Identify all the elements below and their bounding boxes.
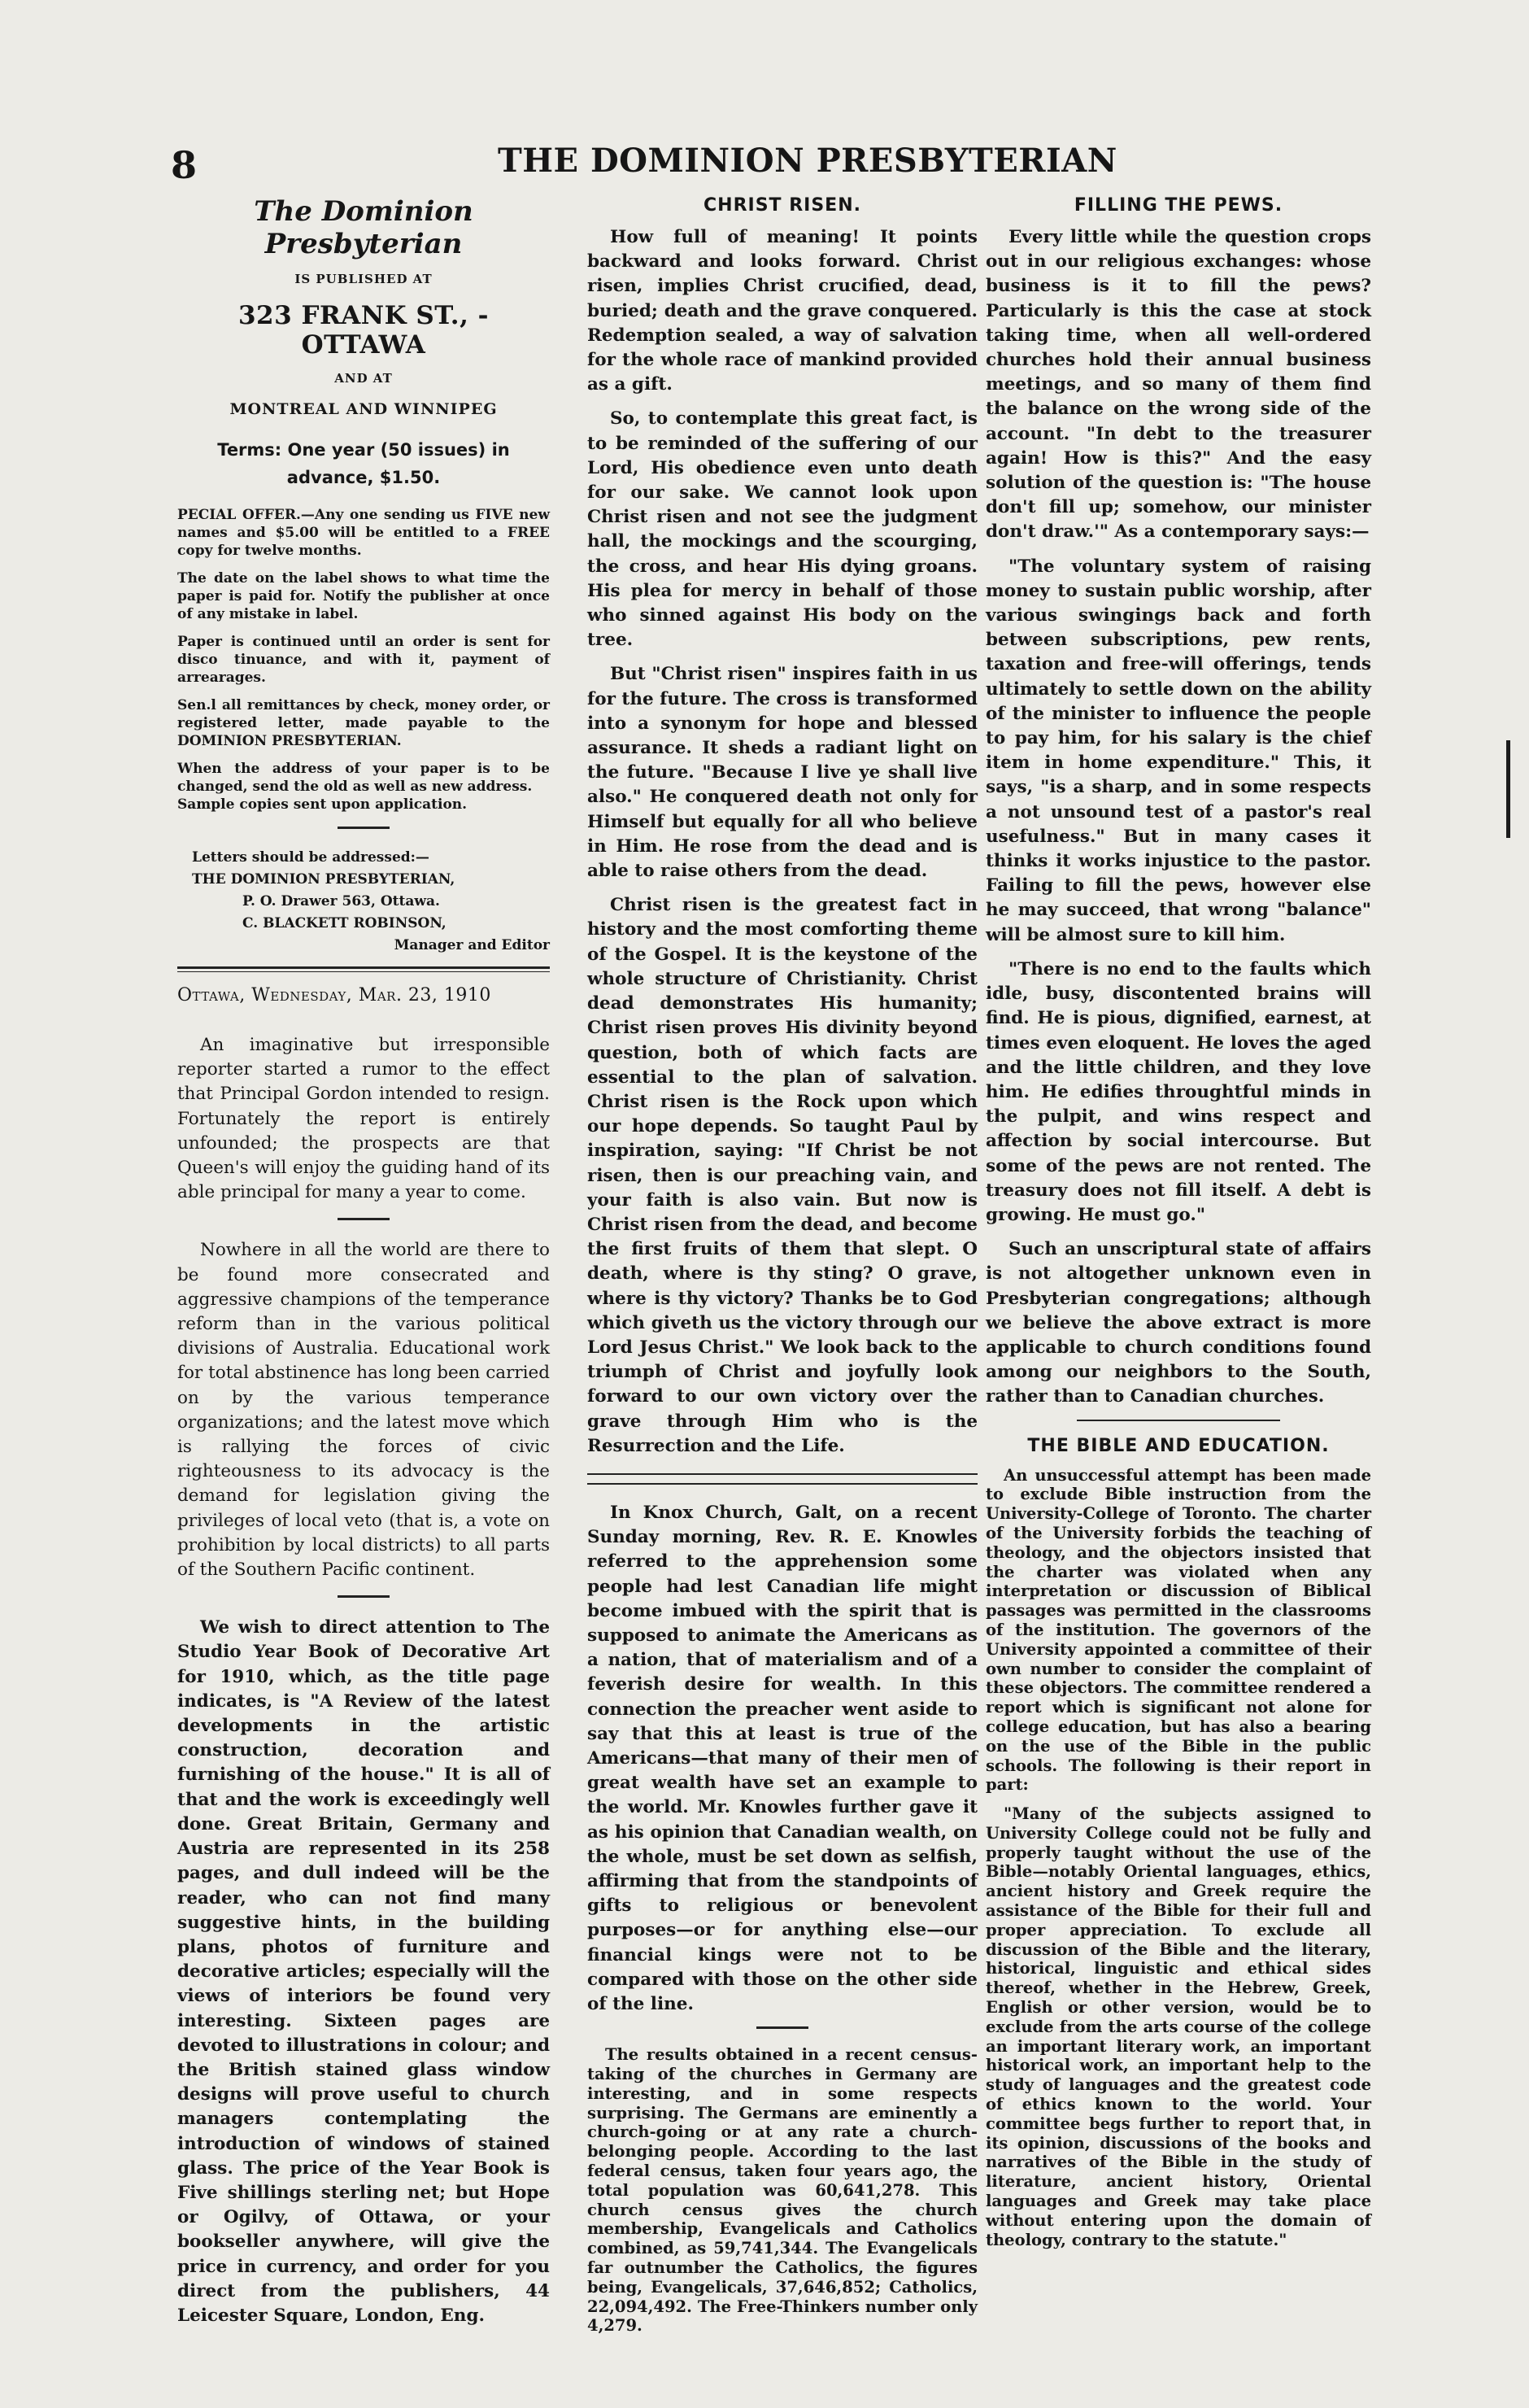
article-paragraph: Every little while the question crops out in our religious exchanges: whose business is it to fill the pews? Particularly is this the case at stock taking time, when all well-ordered churches hold their annual business meetings, and so many of them find the balance on the wrong side of the account. "In debt to the treasurer again! How is this?" And the easy solution of the question is: "The house don't fill up; somehow, our minister don't draw.'" As a contemporary says:—	[986, 227, 1371, 543]
article-paragraph: An imaginative but irresponsible reporter started a rumor to the effect that Principal Gordon intended to resign. Fortunately the report is entirely unfounded; the prospects are that Queen's will enjoy the guiding hand of its able principal for many a year to come.	[177, 1035, 550, 1203]
article-paragraph: "The voluntary system of raising money to sustain public worship, after various swingings back and forth between subscriptions, pew rents, taxation and free-will offerings, tends ultimately to settle down on the ability of the minister to influence the people to pay him, for his salary is the chief item in home expenditure." This, it says, "is a sharp, and in some respects a not unsound test of a pastor's real usefulness." But in many cases it thinks it works injustice to the pastor. Failing to fill the pews, however else he may succeed, that wrong "balance" will be almost sure to kill him.	[986, 556, 1371, 945]
article-paragraph: "There is no end to the faults which idle, busy, discontented brains will find. He is pious, dignified, earnest, at times even eloquent. He loves the aged and the little children, and they love him. He edifies throughtful minds in the pulpit, and wins respect and affection by social intercourse. But some of the pews are not rented. The treasury does not fill itself. A debt is growing. He must go."	[986, 958, 1371, 1225]
scan-mark	[1506, 740, 1510, 838]
notice-sample-copies: Sample copies sent upon application.	[177, 796, 468, 813]
masthead-and-at: AND AT	[334, 371, 393, 386]
dateline: Ottawa, Wednesday, Mar. 23, 1910	[177, 985, 491, 1006]
subscription-terms	[177, 436, 550, 491]
article-paragraph: "Many of the subjects assigned to University College could not be fully and properly taught without the use of the Bible—notably Oriental languages, ethics, ancient history and Greek require the assistance of the Bible for their full and proper appreciation. To exclude all discussion of the Bible and the literary, historical, linguistic and ethical sides thereof, whether in the Hebrew, Greek, English or other version, would be to exclude from the arts course of the college an important literary work, an important historical work, an important help to the study of languages and the greatest code of ethics known to the world. Your committee begs further to report that, in its opinion, discussions of the books and narratives of the Bible in the study of literature, ancient history, Oriental languages and Greek may take place without entering upon the domain of theology, contrary to the statute."	[986, 1804, 1371, 2249]
masthead-title: The Dominion Presbyterian	[254, 195, 473, 260]
notice-continuance: Paper is continued until an order is sent for disco tinuance, and with it, payment of arrearages.	[177, 634, 550, 686]
masthead-address: 323 FRANK ST., - OTTAWA	[237, 301, 490, 360]
article-paragraph: Christ risen is the greatest fact in history and the most comforting theme of the Gospel. It is the keystone of the whole structure of Christianity. Christ dead demonstrates His humanity; Christ risen proves His divinity beyond question, both of which facts are essential to the plan of salvation. Christ risen is the Rock upon which our hope depends. So taught Paul by inspiration, saying: "If Christ be not risen, then is our preaching vain, and your faith is also vain. But now is Christ risen from the dead, and become the first fruits of them that slept. O death, where is thy sting? O grave, where is thy victory? Thanks be to God which giveth us the victory through our Lord Jesus Christ." We look back to the triumph of Christ and joyfully look forward to our own victory over the grave through Him who is the Resurrection and the Life.	[587, 895, 978, 1456]
article-paragraph: But "Christ risen" inspires faith in us for the future. The cross is transformed into a synonym for hope and blessed assurance. It sheds a radiant light on the future. "Because I live ye shall live also." He conquered death not only for Himself but equally for all who believe in Him. He rose from the dead and is able to raise others from the dead.	[587, 664, 978, 882]
column-1	[177, 195, 550, 2338]
divider	[756, 2026, 808, 2029]
divider	[1077, 1420, 1280, 1421]
bible-and-education-heading: THE BIBLE AND EDUCATION.	[1027, 1435, 1330, 1456]
po-box: P. O. Drawer 563, Ottawa.	[242, 893, 440, 910]
letters-address-block	[177, 847, 550, 957]
divider	[338, 1595, 390, 1598]
column-3	[986, 195, 1371, 2259]
terms-line-2: advance, $1.50.	[286, 468, 441, 487]
article-paragraph: So, to contemplate this great fact, is to be reminded of the suffering of our Lord, His obedience even unto death for our sake. We cannot look upon Christ risen and not see the judgment hall, the mockings and the scourging, the cross, and hear His dying groans. His plea for mercy in behalf of those who sinned against His body on the tree.	[587, 408, 978, 651]
filling-the-pews-heading: FILLING THE PEWS.	[1074, 195, 1283, 216]
article-paragraph: An unsuccessful attempt has been made to exclude Bible instruction from the University-College of Toronto. The charter of the University forbids the teaching of theology, and the objectors insisted that the charter was violated when any interpretation or discussion of Biblical passages was permitted in the classrooms of the institution. The governors of the University appointed a committee of their own number to consider the complaint of these objectors. The committee rendered a report which is significant not alone for college education, but has also a bearing on the use of the Bible in the public schools. The following is their report in part:	[986, 1465, 1371, 1795]
christ-risen-heading: CHRIST RISEN.	[704, 195, 861, 216]
letters-to: THE DOMINION PRESBYTERIAN,	[192, 871, 455, 888]
column-2	[587, 195, 978, 2345]
manager-name: C. BLACKETT ROBINSON,	[242, 915, 447, 931]
notice-remittances: Sen.l all remittances by check, money order, or registered letter, made payable to the DOMINION PRESBYTERIAN.	[177, 697, 550, 749]
divider	[338, 827, 390, 829]
letters-label: Letters should be addressed:—	[192, 849, 429, 866]
page-number: 8	[171, 143, 198, 187]
article-paragraph: We wish to direct attention to The Studio Year Book of Decorative Art for 1910, which, as the title page indicates, is "A Review of the latest developments in the artistic construction, decoration and furnishing of the house." It is all of that and the work is exceedingly well done. Great Britain, Germany and Austria are represented in its 258 pages, and dull indeed will be the reader, who can not find many suggestive hints, in the building plans, photos of furniture and decorative articles; especially will the views of interiors be found very interesting. Sixteen pages are devoted to illustrations in colour; and the British stained glass window designs will prove useful to church managers contemplating the introduction of windows of stained glass. The price of the Year Book is Five shillings sterling net; but Hope or Ogilvy, of Ottawa, or your bookseller anywhere, will give the price in currency, and order for you direct from the publishers, 44 Leicester Square, London, Eng.	[177, 1617, 550, 2326]
divider	[177, 966, 550, 972]
masthead-cities: MONTREAL AND WINNIPEG	[229, 400, 498, 418]
notice-address-change: When the address of your paper is to be changed, send the old as well as new address.	[177, 761, 550, 795]
article-paragraph: In Knox Church, Galt, on a recent Sunday morning, Rev. R. E. Knowles referred to the apprehension some people had lest Canadian life might become imbued with the spirit that is supposed to animate the Americans as a nation, that of materialism and of a feverish desire for wealth. In this connection the preacher went aside to say that this at least is true of the Americans—that many of their men of great wealth have set an example to the world. Mr. Knowles further gave it as his opinion that Canadian wealth, on the whole, must be set down as selfish, affirming that from the standpoints of gifts to religious or benevolent purposes—or for anything else—our financial kings were not to be compared with those on the other side of the line.	[587, 1502, 978, 2015]
masthead-published-at: IS PUBLISHED AT	[294, 272, 433, 286]
article-paragraph: Nowhere in all the world are there to be found more consecrated and aggressive champions of the temperance reform than in the various political divisions of Australia. Educational work for total abstinence has long been carried on by the various temperance organizations; and the latest move which is rallying the forces of civic righteousness to its advocacy is the demand for legislation giving the privileges of local veto (that is, a vote on prohibition by local districts) to all parts of the Southern Pacific continent.	[177, 1240, 550, 1581]
terms-line-1: Terms: One year (50 issues) in	[217, 440, 510, 460]
notice-special-offer: PECIAL OFFER.—Any one sending us FIVE new names and $5.00 will be entitled to a FREE copy for twelve months.	[177, 507, 550, 559]
article-paragraph: How full of meaning! It points backward and looks forward. Christ risen, implies Christ crucified, dead, buried; death and the grave conquered. Redemption sealed, a way of salvation for the whole race of mankind provided as a gift.	[587, 227, 978, 395]
article-paragraph: Such an unscriptural state of affairs is not altogether unknown even in Presbyterian congregations; although we believe the above extract is more applicable to church conditions found among our neighbors to the South, rather than to Canadian churches.	[986, 1239, 1371, 1407]
divider	[338, 1218, 390, 1220]
article-paragraph: The results obtained in a recent census-taking of the churches in Germany are interesting, and in some respects surprising. The Germans are eminently a church-going or at any rate a church-belonging people. According to the last federal census, taken four years ago, the total population was 60,641,278. This church census gives the church membership, Evangelicals and Catholics combined, as 59,741,344. The Evangelicals far outnumber the Catholics, the figures being, Evangelicals, 37,646,852; Catholics, 22,094,492. The Free-Thinkers number only 4,279.	[587, 2045, 978, 2336]
notice-label-date: The date on the label shows to what time the paper is paid for. Notify the publisher at once of any mistake in label.	[177, 570, 550, 622]
divider	[587, 1473, 978, 1475]
running-head: THE DOMINION PRESBYTERIAN	[498, 142, 1117, 180]
divider	[587, 1483, 978, 1485]
manager-title: Manager and Editor	[394, 937, 550, 953]
